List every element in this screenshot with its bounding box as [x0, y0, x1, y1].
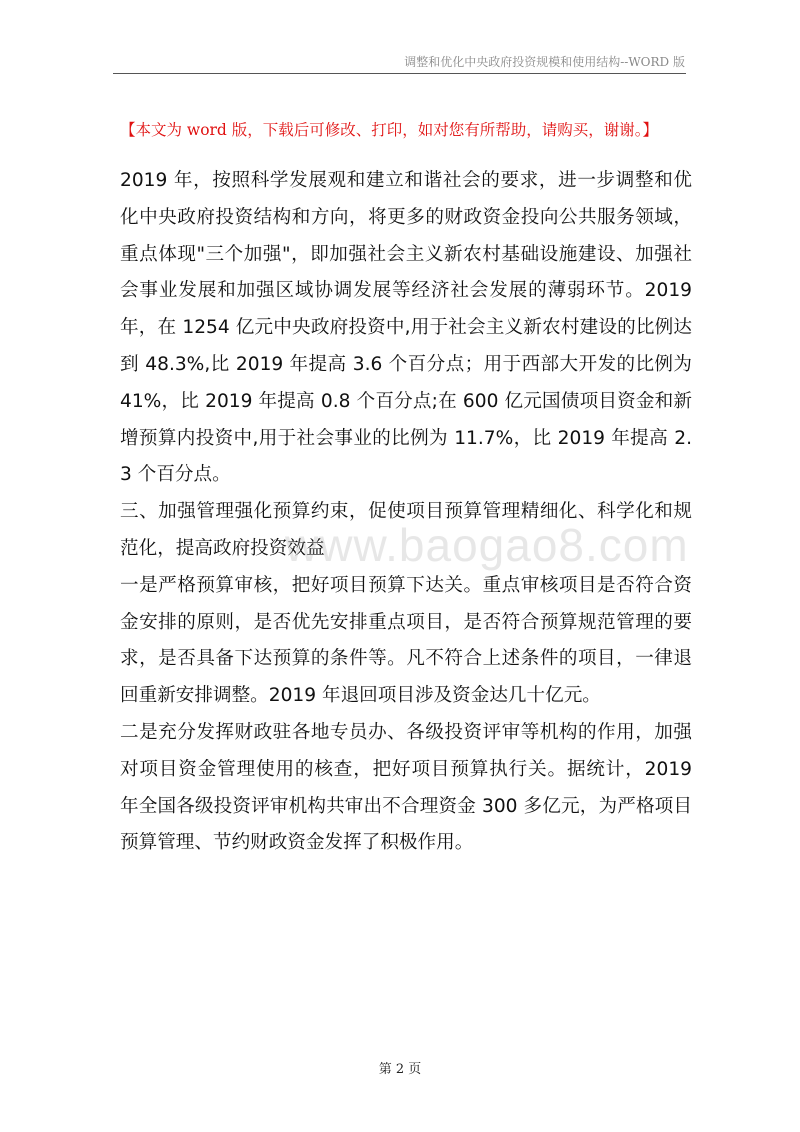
running-header: 调整和优化中央政府投资规模和使用结构--WORD 版 [404, 55, 685, 69]
download-notice: 【本文为 word 版，下载后可修改、打印，如对您有所帮助，请购买，谢谢。】 [120, 121, 659, 139]
page-number: 第 2 页 [378, 1062, 422, 1077]
paragraph-budget-review: 一是严格预算审核，把好项目预算下达关。重点审核项目是否符合资金安排的原则，是否优先安排重点项目，是否符合预算规范管理的要求，是否具备下达预算的条件等。凡不符合上述条件的项目，一律退回重新安排调整。2019 年退回项目涉及资金达几十亿元。 [120, 574, 692, 707]
header-divider [113, 73, 686, 74]
section-heading-budget-management: 三、加强管理强化预算约束，促使项目预算管理精细化、科学化和规范化，提高政府投资效益 [120, 501, 692, 559]
body-content [120, 163, 692, 862]
paragraph-budget-execution: 二是充分发挥财政驻各地专员办、各级投资评审等机构的作用，加强对项目资金管理使用的核查，把好项目预算执行关。据统计，2019 年全国各级投资评审机构共审出不合理资金 300 多亿元，为严格项目预算管理、节约财政资金发挥了积极作用。 [120, 721, 692, 854]
paragraph-investment-structure: 2019 年，按照科学发展观和建立和谐社会的要求，进一步调整和优化中央政府投资结构和方向，将更多的财政资金投向公共服务领域，重点体现"三个加强"，即加强社会主义新农村基础设施建设、加强社会事业发展和加强区域协调发展等经济社会发展的薄弱环节。2019 年，在 1254 亿元中央政府投资中,用于社会主义新农村建设的比例达到 48.3%,比 2019 年提高 3.6 个百分点；用于西部大开发的比例为 41%，比 2019 年提高 0.8 个百分点;在 600 亿元国债项目资金和新增预算内投资中,用于社会事业的比例为 11.7%，比 2019 年提高 2.3 个百分点。 [120, 170, 692, 486]
watermark: www.baogao8.com [285, 519, 689, 571]
